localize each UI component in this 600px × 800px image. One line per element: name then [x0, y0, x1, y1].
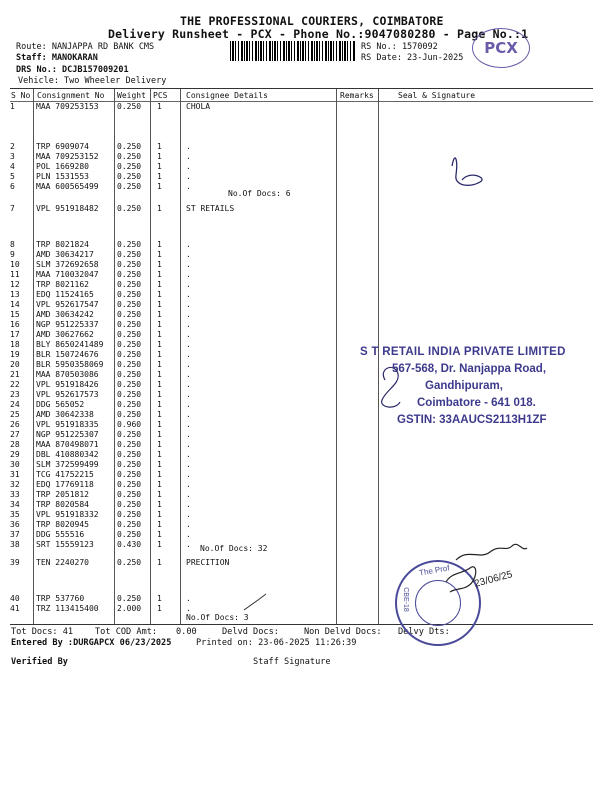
row-consignment: SLM 372599499 — [36, 460, 99, 469]
row-weight: 0.250 — [117, 172, 142, 181]
row-consignee: . — [186, 182, 191, 191]
row-sno: 2 — [10, 142, 15, 151]
row-consignment: TRP 2051812 — [36, 490, 89, 499]
row-consignee: . — [186, 390, 191, 399]
row-consignee: . — [186, 400, 191, 409]
row-consignment: DDG 565052 — [36, 400, 85, 409]
row-sno: 16 — [10, 320, 20, 329]
delvy-dts: Delvy Dts: — [398, 627, 450, 637]
row-pcs: 1 — [157, 594, 162, 603]
row-consignee: . — [186, 320, 191, 329]
row-weight: 0.250 — [117, 280, 142, 289]
row-pcs: 1 — [157, 540, 162, 549]
row-consignment: MAA 870503086 — [36, 370, 99, 379]
row-weight: 0.250 — [117, 594, 142, 603]
row-consignee: . — [186, 152, 191, 161]
row-sno: 13 — [10, 290, 20, 299]
row-consignment: AMD 30627662 — [36, 330, 94, 339]
row-pcs: 1 — [157, 430, 162, 439]
row-pcs: 1 — [157, 310, 162, 319]
seal-text: The Prof — [418, 563, 451, 578]
row-consignee: . — [186, 440, 191, 449]
row-consignment: VPL 952617547 — [36, 300, 99, 309]
row-weight: 0.250 — [117, 260, 142, 269]
company-title: THE PROFESSIONAL COURIERS, COIMBATORE — [180, 14, 444, 28]
row-pcs: 1 — [157, 410, 162, 419]
row-consignment: TRP 537760 — [36, 594, 85, 603]
row-pcs: 1 — [157, 500, 162, 509]
delvd-docs: Delvd Docs: — [222, 627, 279, 637]
row-consignee: . — [186, 310, 191, 319]
drs-label: DRS No.: DCJB157009201 — [16, 65, 129, 75]
row-weight: 2.000 — [117, 604, 142, 613]
row-weight: 0.250 — [117, 480, 142, 489]
row-consignment: TRZ 113415400 — [36, 604, 99, 613]
row-sno: 41 — [10, 604, 20, 613]
row-consignee: . — [186, 162, 191, 171]
row-sno: 3 — [10, 152, 15, 161]
row-sno: 30 — [10, 460, 20, 469]
row-consignee: . — [186, 360, 191, 369]
row-consignee: . — [186, 540, 191, 549]
non-delvd-docs: Non Delvd Docs: — [304, 627, 382, 637]
row-consignment: AMD 30634242 — [36, 310, 94, 319]
row-weight: 0.250 — [117, 520, 142, 529]
row-pcs: 1 — [157, 400, 162, 409]
row-sno: 38 — [10, 540, 20, 549]
row-consignee: . — [186, 604, 191, 613]
row-sno: 35 — [10, 510, 20, 519]
row-pcs: 1 — [157, 380, 162, 389]
row-consignee: . — [186, 460, 191, 469]
row-consignee: . — [186, 240, 191, 249]
row-sno: 34 — [10, 500, 20, 509]
row-consignment: MAA 870498071 — [36, 440, 99, 449]
row-weight: 0.250 — [117, 142, 142, 151]
row-consignment: NGP 951225307 — [36, 430, 99, 439]
row-sno: 31 — [10, 470, 20, 479]
col-consignee: Consignee Details — [186, 91, 268, 100]
row-consignee: PRECITION — [186, 558, 230, 567]
row-weight: 0.250 — [117, 470, 142, 479]
row-consignee: . — [186, 490, 191, 499]
row-weight: 0.250 — [117, 250, 142, 259]
row-sno: 6 — [10, 182, 15, 191]
row-pcs: 1 — [157, 300, 162, 309]
row-sno: 18 — [10, 340, 20, 349]
row-weight: 0.250 — [117, 490, 142, 499]
row-sno: 39 — [10, 558, 20, 567]
row-weight: 0.250 — [117, 530, 142, 539]
row-consignee: . — [186, 470, 191, 479]
row-pcs: 1 — [157, 350, 162, 359]
verified-by: Verified By — [11, 657, 68, 667]
row-pcs: 1 — [157, 250, 162, 259]
row-weight: 0.250 — [117, 360, 142, 369]
row-consignee: . — [186, 350, 191, 359]
row-consignment: VPL 951918335 — [36, 420, 99, 429]
stamp-line: S T RETAIL INDIA PRIVATE LIMITED — [360, 346, 566, 358]
signature-mark — [452, 158, 482, 185]
row-sno: 40 — [10, 594, 20, 603]
row-consignment: VPL 951918426 — [36, 380, 99, 389]
row-pcs: 1 — [157, 440, 162, 449]
row-pcs: 1 — [157, 460, 162, 469]
row-consignee: . — [186, 142, 191, 151]
col-seal: Seal & Signature — [398, 91, 476, 100]
signature-mark — [456, 544, 527, 560]
row-sno: 22 — [10, 380, 20, 389]
row-consignee: . — [186, 430, 191, 439]
entered-by: Entered By :DURGAPCX 06/23/2025 — [11, 638, 172, 648]
row-pcs: 1 — [157, 330, 162, 339]
row-pcs: 1 — [157, 340, 162, 349]
row-weight: 0.250 — [117, 182, 142, 191]
row-consignee: . — [186, 370, 191, 379]
row-sno: 33 — [10, 490, 20, 499]
row-sno: 29 — [10, 450, 20, 459]
row-sno: 9 — [10, 250, 15, 259]
row-pcs: 1 — [157, 280, 162, 289]
runsheet-subtitle: Delivery Runsheet - PCX - Phone No.:9047080280 - Page No.:1 — [108, 27, 529, 41]
row-pcs: 1 — [157, 450, 162, 459]
row-sno: 21 — [10, 370, 20, 379]
row-pcs: 1 — [157, 420, 162, 429]
row-consignee: CHOLA — [186, 102, 211, 111]
row-consignee: . — [186, 520, 191, 529]
col-remarks: Remarks — [340, 91, 374, 100]
rs-date: RS Date: 23-Jun-2025 — [361, 53, 464, 63]
row-consignment: TEN 2240270 — [36, 558, 89, 567]
row-weight: 0.250 — [117, 410, 142, 419]
row-weight: 0.250 — [117, 290, 142, 299]
signature-mark — [446, 567, 476, 592]
tot-docs: Tot Docs: 41 — [11, 627, 74, 637]
row-sno: 28 — [10, 440, 20, 449]
tot-cod-value: 0.00 — [176, 627, 197, 637]
row-sno: 8 — [10, 240, 15, 249]
row-weight: 0.250 — [117, 270, 142, 279]
row-pcs: 1 — [157, 520, 162, 529]
row-consignment: BLY 8650241489 — [36, 340, 104, 349]
row-consignment: VPL 952617573 — [36, 390, 99, 399]
row-pcs: 1 — [157, 470, 162, 479]
row-consignee: . — [186, 410, 191, 419]
row-sno: 23 — [10, 390, 20, 399]
group-doc-count: No.Of Docs: 6 — [228, 189, 291, 198]
row-weight: 0.250 — [117, 340, 142, 349]
row-pcs: 1 — [157, 360, 162, 369]
row-weight: 0.250 — [117, 510, 142, 519]
row-consignment: TRP 8020584 — [36, 500, 89, 509]
row-weight: 0.250 — [117, 350, 142, 359]
row-weight: 0.430 — [117, 540, 142, 549]
row-consignment: TRP 8021162 — [36, 280, 89, 289]
row-sno: 27 — [10, 430, 20, 439]
row-weight: 0.250 — [117, 400, 142, 409]
row-consignment: POL 1669280 — [36, 162, 89, 171]
row-weight: 0.250 — [117, 330, 142, 339]
row-weight: 0.250 — [117, 380, 142, 389]
row-consignee: . — [186, 290, 191, 299]
handwritten-date: 23/06/25 — [473, 569, 514, 590]
row-pcs: 1 — [157, 604, 162, 613]
stamp-line: Coimbatore - 641 018. — [417, 397, 536, 409]
row-weight: 0.960 — [117, 420, 142, 429]
row-consignment: MAA 710032047 — [36, 270, 99, 279]
row-weight: 0.250 — [117, 300, 142, 309]
row-consignment: TCG 41752215 — [36, 470, 94, 479]
row-pcs: 1 — [157, 320, 162, 329]
row-pcs: 1 — [157, 530, 162, 539]
row-consignee: . — [186, 340, 191, 349]
route-label: Route: NANJAPPA RD BANK CMS — [16, 42, 155, 52]
row-pcs: 1 — [157, 290, 162, 299]
row-sno: 26 — [10, 420, 20, 429]
row-consignment: DDG 555516 — [36, 530, 85, 539]
rs-no: RS No.: 1570092 — [361, 42, 438, 52]
row-weight: 0.250 — [117, 450, 142, 459]
row-sno: 1 — [10, 102, 15, 111]
row-consignee: . — [186, 270, 191, 279]
row-weight: 0.250 — [117, 558, 142, 567]
tot-cod-label: Tot COD Amt: — [95, 627, 158, 637]
stamp-line: GSTIN: 33AAUCS2113H1ZF — [397, 414, 547, 426]
row-consignment: EDQ 17769118 — [36, 480, 94, 489]
staff-label: Staff: MANOKARAN — [16, 53, 98, 63]
printed-on: Printed on: 23-06-2025 11:26:39 — [196, 638, 357, 648]
row-consignment: TRP 6909074 — [36, 142, 89, 151]
row-consignee: . — [186, 330, 191, 339]
row-weight: 0.250 — [117, 310, 142, 319]
row-pcs: 1 — [157, 182, 162, 191]
row-sno: 24 — [10, 400, 20, 409]
row-consignee: . — [186, 280, 191, 289]
row-weight: 0.250 — [117, 102, 142, 111]
row-consignee: . — [186, 420, 191, 429]
row-weight: 0.250 — [117, 204, 142, 213]
row-consignee: . — [186, 450, 191, 459]
row-sno: 19 — [10, 350, 20, 359]
row-weight: 0.250 — [117, 320, 142, 329]
row-pcs: 1 — [157, 370, 162, 379]
row-consignment: NGP 951225337 — [36, 320, 99, 329]
row-weight: 0.250 — [117, 460, 142, 469]
seal-text: CBE-18 — [401, 587, 409, 612]
row-consignment: AMD 30642338 — [36, 410, 94, 419]
row-sno: 11 — [10, 270, 20, 279]
row-sno: 17 — [10, 330, 20, 339]
stamp-line: Gandhipuram, — [425, 380, 503, 392]
col-sno: S No — [11, 91, 31, 100]
col-pcs: PCS — [153, 91, 168, 100]
row-pcs: 1 — [157, 270, 162, 279]
row-pcs: 1 — [157, 240, 162, 249]
row-consignee: . — [186, 500, 191, 509]
row-sno: 4 — [10, 162, 15, 171]
row-consignee: . — [186, 260, 191, 269]
row-consignment: PLN 1531553 — [36, 172, 89, 181]
row-consignee: . — [186, 510, 191, 519]
row-consignment: BLR 150724676 — [36, 350, 99, 359]
row-weight: 0.250 — [117, 500, 142, 509]
row-consignment: SLM 372692658 — [36, 260, 99, 269]
row-weight: 0.250 — [117, 440, 142, 449]
row-pcs: 1 — [157, 260, 162, 269]
vehicle-label: Vehicle: Two Wheeler Delivery — [18, 76, 167, 86]
row-sno: 25 — [10, 410, 20, 419]
signature-mark — [382, 367, 400, 407]
row-consignee: . — [186, 380, 191, 389]
staff-signature-label: Staff Signature — [253, 657, 331, 667]
row-consignee: ST RETAILS — [186, 204, 235, 213]
row-weight: 0.250 — [117, 162, 142, 171]
row-pcs: 1 — [157, 204, 162, 213]
row-pcs: 1 — [157, 480, 162, 489]
row-pcs: 1 — [157, 162, 162, 171]
row-pcs: 1 — [157, 390, 162, 399]
row-sno: 12 — [10, 280, 20, 289]
group-doc-count: No.Of Docs: 3 — [186, 613, 249, 622]
row-consignment: BLR 5950358069 — [36, 360, 104, 369]
row-weight: 0.250 — [117, 240, 142, 249]
col-weight: Weight — [117, 91, 146, 100]
row-consignment: AMD 30634217 — [36, 250, 94, 259]
row-consignee: . — [186, 594, 191, 603]
row-consignee: . — [186, 530, 191, 539]
row-consignment: MAA 600565499 — [36, 182, 99, 191]
row-consignee: . — [186, 480, 191, 489]
row-pcs: 1 — [157, 558, 162, 567]
stamp-line: 567-568, Dr. Nanjappa Road, — [392, 363, 547, 375]
pcx-stamp: PCX — [472, 28, 530, 68]
row-consignment: DBL 410880342 — [36, 450, 99, 459]
row-consignee: . — [186, 172, 191, 181]
row-weight: 0.250 — [117, 390, 142, 399]
row-sno: 14 — [10, 300, 20, 309]
row-consignment: TRP 8020945 — [36, 520, 89, 529]
col-consignment: Consignment No — [37, 91, 105, 100]
row-pcs: 1 — [157, 152, 162, 161]
row-consignment: EDQ 11524165 — [36, 290, 94, 299]
row-sno: 10 — [10, 260, 20, 269]
row-sno: 15 — [10, 310, 20, 319]
row-weight: 0.250 — [117, 152, 142, 161]
row-consignee: . — [186, 300, 191, 309]
row-sno: 32 — [10, 480, 20, 489]
row-pcs: 1 — [157, 102, 162, 111]
row-weight: 0.250 — [117, 430, 142, 439]
row-pcs: 1 — [157, 510, 162, 519]
row-consignment: VPL 951918332 — [36, 510, 99, 519]
group-doc-count: No.Of Docs: 32 — [200, 544, 268, 553]
row-consignment: TRP 8021824 — [36, 240, 89, 249]
row-consignment: VPL 951918482 — [36, 204, 99, 213]
row-weight: 0.250 — [117, 370, 142, 379]
row-sno: 36 — [10, 520, 20, 529]
row-consignee: . — [186, 250, 191, 259]
row-pcs: 1 — [157, 490, 162, 499]
row-consignment: MAA 709253153 — [36, 102, 99, 111]
row-sno: 7 — [10, 204, 15, 213]
row-sno: 20 — [10, 360, 20, 369]
row-sno: 5 — [10, 172, 15, 181]
row-sno: 37 — [10, 530, 20, 539]
row-pcs: 1 — [157, 142, 162, 151]
row-pcs: 1 — [157, 172, 162, 181]
row-consignment: MAA 709253152 — [36, 152, 99, 161]
row-consignment: SRT 15559123 — [36, 540, 94, 549]
signature-mark — [244, 594, 266, 610]
